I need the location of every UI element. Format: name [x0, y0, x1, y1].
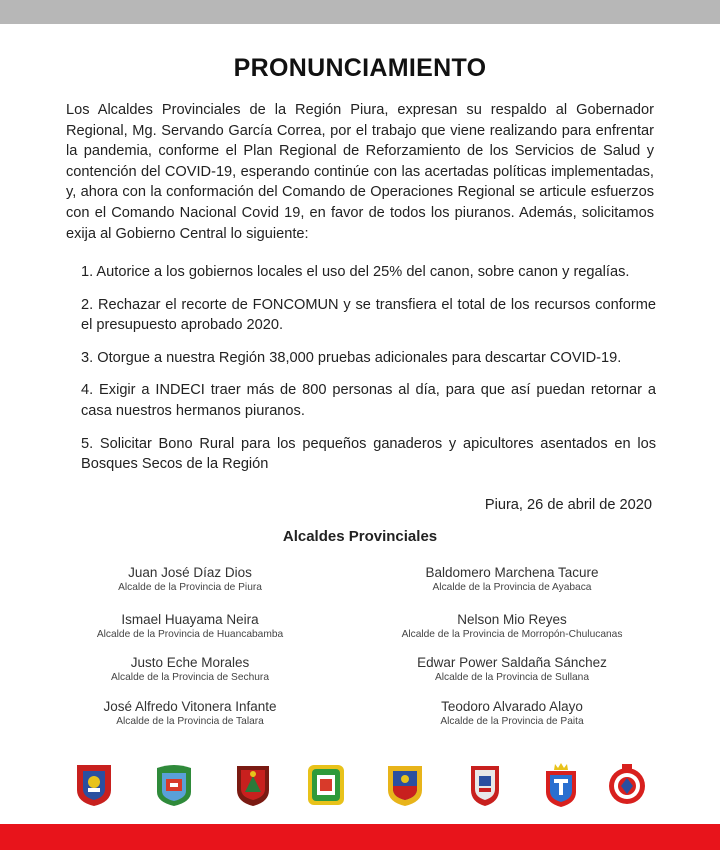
- signatory: [40, 564, 340, 594]
- talara-coat-of-arms-icon: [541, 762, 581, 808]
- request-item: 3. Otorgue a nuestra Región 38,000 pruebas adicionales para descartar COVID-19.: [81, 349, 622, 366]
- request-item: 1. Autorice a los gobiernos locales el uso del 25% del canon, sobre canon y regalías.: [81, 264, 630, 280]
- signatory-role: Alcalde de la Provincia de Talara: [116, 716, 264, 727]
- signatory: [40, 698, 340, 728]
- signatory-role: Alcalde de la Provincia de Huancabamba: [96, 629, 284, 640]
- sechura-coat-of-arms-icon: [385, 762, 425, 808]
- top-bar: [0, 0, 720, 24]
- municipal-logos: [0, 762, 720, 812]
- signatory-role: Alcalde de la Provincia de Sullana: [434, 672, 590, 683]
- huancabamba-coat-of-arms-icon: [233, 762, 273, 808]
- signatory: [362, 611, 662, 641]
- intro-paragraph: Los Alcaldes Provinciales de la Región Piura, expresan su respaldo al Gobernador Regional, Mg. Servando García Correa, por el trabajo que viene realizando para enfrentar la pandemia, conforme el Plan Regional de Reforzamiento de los Servicios de Salud y contención del COVID-19, esperando continúe con las acertadas políticas implementadas, y, ahora con la conformación del Comando de Operaciones Regional se articule esfuerzos con el Comando Nacional Covid 19, en favor de todos los piuranos. Además, solicitamos exija al Gobierno Central lo siguiente:: [66, 102, 654, 242]
- signatory-name: Ismael Huayama Neira: [121, 612, 259, 627]
- signatory-role: Alcalde de la Provincia de Morropón-Chulucanas: [401, 629, 623, 640]
- sullana-coat-of-arms-icon: [465, 762, 505, 808]
- signatory-role: Alcalde de la Provincia de Piura: [118, 582, 262, 593]
- signatory: [362, 698, 662, 728]
- request-item: 2. Rechazar el recorte de FONCOMUN y se transfiera el total de los recursos conforme el presupuesto aprobado 2020.: [81, 296, 656, 334]
- signatory-name: Nelson Mio Reyes: [457, 612, 567, 627]
- signatory-name: Edwar Power Saldaña Sánchez: [417, 655, 607, 670]
- request-item: 4. Exigir a INDECI traer más de 800 personas al día, para que así puedan retornar a casa nuestros hermanos piuranos.: [81, 382, 656, 419]
- signatory-role: Alcalde de la Provincia de Sechura: [110, 672, 269, 683]
- document-date: Piura, 26 de abril de 2020: [484, 497, 652, 513]
- signatory-role: Alcalde de la Provincia de Paita: [440, 716, 584, 727]
- signatory: [40, 654, 340, 684]
- signatory-name: Baldomero Marchena Tacure: [425, 565, 599, 580]
- paita-coat-of-arms-icon: [607, 762, 647, 808]
- signatory-name: Justo Eche Morales: [130, 655, 250, 670]
- page-title: PRONUNCIAMIENTO: [233, 54, 487, 82]
- signatory: [40, 611, 340, 641]
- signatories-title: Alcaldes Provinciales: [282, 528, 438, 545]
- signatory-role: Alcalde de la Provincia de Ayabaca: [432, 582, 592, 593]
- signatory: [362, 564, 662, 594]
- signatory: [362, 654, 662, 684]
- signatory-name: Teodoro Alvarado Alayo: [441, 699, 583, 714]
- piura-coat-of-arms-icon: [74, 762, 114, 808]
- request-list: [81, 262, 656, 487]
- request-item: 5. Solicitar Bono Rural para los pequeños ganaderos y apicultores asentados en los Bosques Secos de la Región: [81, 435, 656, 473]
- morropon-coat-of-arms-icon: [306, 762, 346, 808]
- ayabaca-coat-of-arms-icon: [154, 762, 194, 808]
- signatory-name: José Alfredo Vitonera Infante: [103, 699, 277, 714]
- signatory-name: Juan José Díaz Dios: [128, 565, 252, 580]
- bottom-bar: [0, 824, 720, 850]
